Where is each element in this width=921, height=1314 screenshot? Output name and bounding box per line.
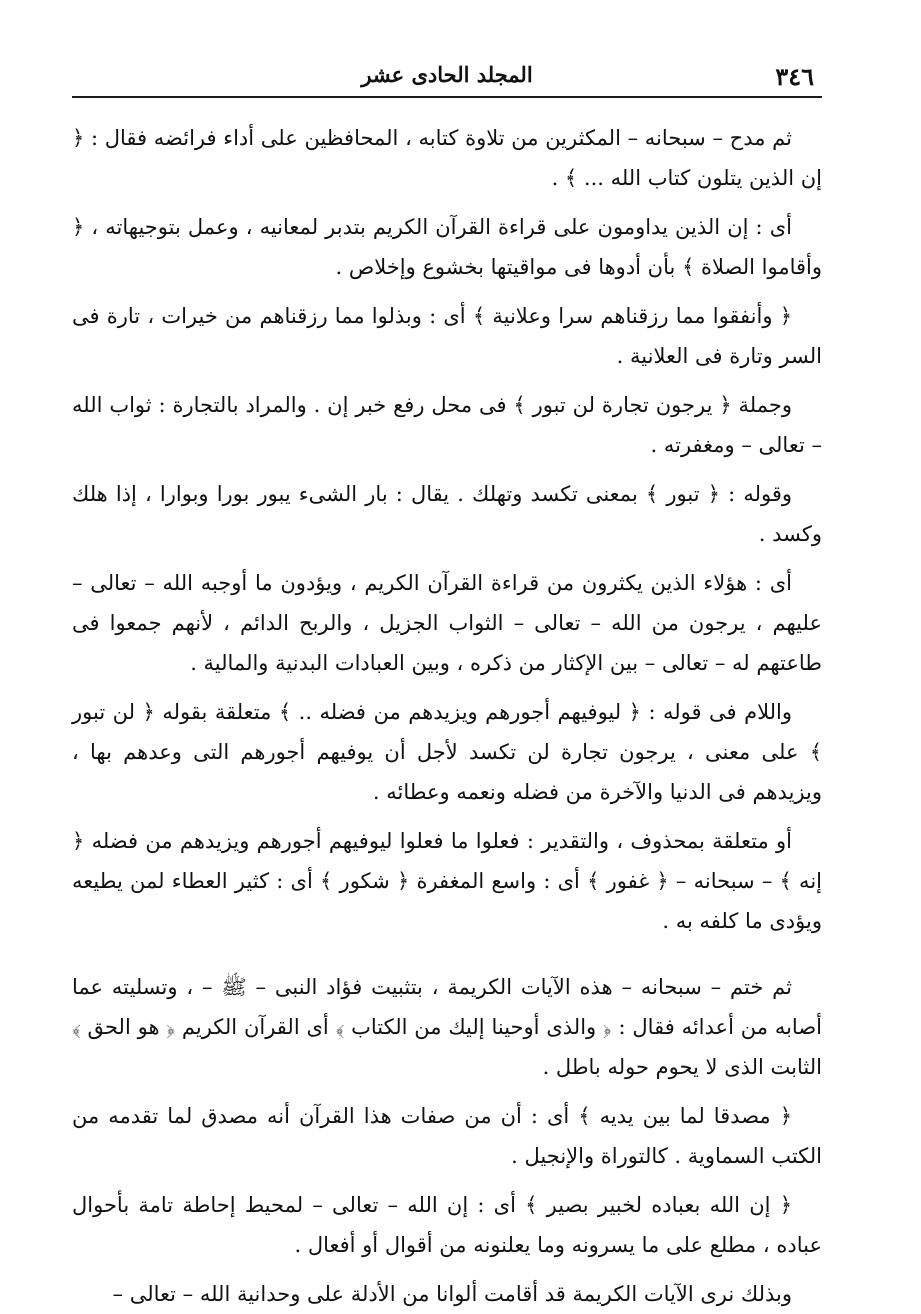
paragraph: أى : إن الذين يداومون على قراءة القرآن الكريم بتدبر لمعانيه ، وعمل بتوجيهاته ، ﴿ وأقاموا الصلاة ﴾ بأن أدوها فى مواقيتها بخشوع وإخلاص . — [72, 215, 822, 279]
paragraph: وقوله : ﴿ تبور ﴾ بمعنى تكسد وتهلك . يقال : بار الشىء يبور بورا وبوارا ، إذا هلك وكسد . — [72, 482, 822, 546]
paragraph: ثم ختم – سبحانه – هذه الآيات الكريمة ، بتثبيت فؤاد النبى – ﷺ – ، وتسليته عما أصابه من أعدائه فقال : ﴿ والذى أوحينا إليك من الكتاب ﴾ أى القرآن الكريم ﴿ هو الحق ﴾ الثابت الذى لا يحوم حوله باطل . — [72, 975, 822, 1079]
page-body — [72, 118, 822, 1314]
paragraph: ﴿ وأنفقوا مما رزقناهم سرا وعلانية ﴾ أى : وبذلوا مما رزقناهم من خيرات ، تارة فى السر وتارة فى العلانية . — [72, 304, 822, 368]
running-header — [72, 52, 822, 98]
paragraph: ﴿ مصدقا لما بين يديه ﴾ أى : أن من صفات هذا القرآن أنه مصدق لما تقدمه من الكتب السماوية . كالتوراة والإنجيل . — [72, 1104, 822, 1168]
page-number: ٣٤٦ — [775, 62, 814, 91]
book-page — [72, 52, 823, 1306]
volume-title: المجلد الحادى عشر — [361, 62, 533, 87]
paragraph: ﴿ إن الله بعباده لخبير بصير ﴾ أى : إن الله – تعالى – لمحيط إحاطة تامة بأحوال عباده ، مطلع على ما يسرونه وما يعلنونه من أقوال أو أفعال . — [72, 1193, 822, 1257]
paragraph: أى : هؤلاء الذين يكثرون من قراءة القرآن الكريم ، ويؤدون ما أوجبه الله – تعالى – عليهم ، يرجون من الله – تعالى – الثواب الجزيل ، والربح الدائم ، لأنهم جمعوا فى طاعتهم له – تعالى – بين الإكثار من ذكره ، وبين العبادات البدنية والمالية . — [72, 571, 822, 675]
paragraph: ثم مدح – سبحانه – المكثرين من تلاوة كتابه ، المحافظين على أداء فرائضه فقال : ﴿ إن الذين يتلون كتاب الله ... ﴾ . — [72, 126, 822, 190]
paragraph: وجملة ﴿ يرجون تجارة لن تبور ﴾ فى محل رفع خبر إن . والمراد بالتجارة : ثواب الله – تعالى – ومغفرته . — [72, 393, 822, 457]
paragraph: واللام فى قوله : ﴿ ليوفيهم أجورهم ويزيدهم من فضله .. ﴾ متعلقة بقوله ﴿ لن تبور ﴾ على معنى ، يرجون تجارة لن تكسد لأجل أن يوفيهم أجورهم التى وعدهم بها ، ويزيدهم فى الدنيا والآخرة من فضله ونعمه وعطائه . — [72, 700, 823, 804]
paragraph: وبذلك نرى الآيات الكريمة قد أقامت ألوانا من الأدلة على وحدانية الله – تعالى – — [112, 1282, 792, 1306]
paragraph: أو متعلقة بمحذوف ، والتقدير : فعلوا ما فعلوا ليوفيهم أجورهم ويزيدهم من فضله ﴿ إنه ﴾ – سبحانه – ﴿ غفور ﴾ أى : واسع المغفرة ﴿ شكور ﴾ أى : كثير العطاء لمن يطيعه ويؤدى ما كلفه به . — [72, 829, 822, 933]
